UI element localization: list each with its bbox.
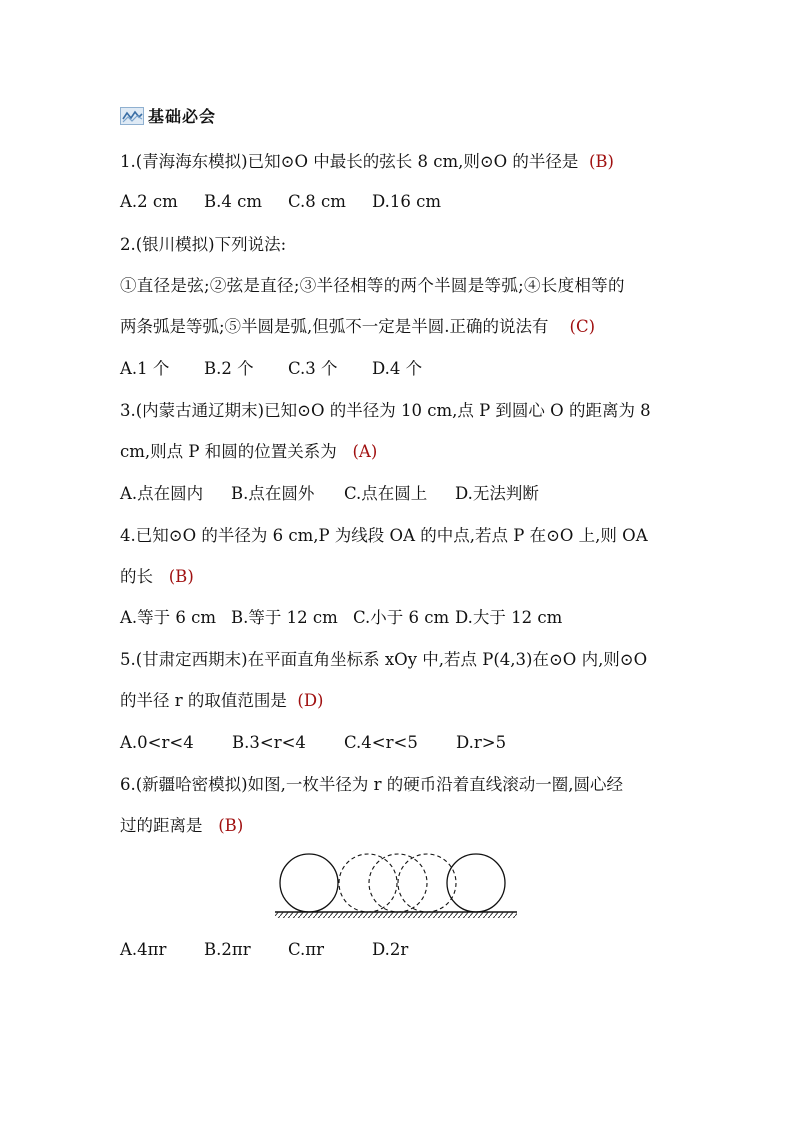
q2-options [120, 359, 422, 379]
q4-answer: (B) [168, 567, 194, 586]
q3-options [120, 484, 539, 504]
q6-stem-line2 [120, 816, 243, 836]
section-badge-icon [120, 107, 144, 125]
q2-option-b: B.2 个 [204, 359, 254, 378]
q3-stem: 3.(内蒙古通辽期末)已知⊙O 的半径为 10 cm,点 P 到圆心 O 的距离为 8 [120, 401, 651, 420]
q5-options [120, 733, 506, 753]
q2-option-a: A.1 个 [120, 359, 170, 378]
q4-option-a: A.等于 6 cm [120, 608, 217, 627]
q2-statements-2: 两条弧是等弧;⑤半圆是弧,但弧不一定是半圆.正确的说法有 [120, 317, 549, 336]
q2-statements-line [120, 317, 595, 337]
q3-option-b: B.点在圆外 [231, 484, 315, 503]
q4-stem-line2 [120, 567, 194, 587]
q1-stem: 1.(青海海东模拟)已知⊙O 中最长的弦长 8 cm,则⊙O 的半径是 [120, 152, 579, 171]
q5-option-b: B.3<r<4 [232, 733, 306, 752]
q6-answer: (B) [218, 816, 244, 835]
rolling-coin-figure [270, 850, 520, 922]
q1-stem-line [120, 152, 614, 172]
q5-stem: 5.(甘肃定西期末)在平面直角坐标系 xOy 中,若点 P(4,3)在⊙O 内,则⊙O [120, 650, 648, 669]
coin-start-circle [280, 854, 338, 912]
q5-stem-cont: 的半径 r 的取值范围是 [120, 691, 287, 710]
q2-option-d: D.4 个 [372, 359, 423, 378]
q4-option-d: D.大于 12 cm [455, 608, 563, 627]
q5-option-d: D.r>5 [456, 733, 507, 752]
q1-option-c: C.8 cm [288, 192, 346, 211]
q3-answer: (A) [352, 442, 378, 461]
q6-stem: 6.(新疆哈密模拟)如图,一枚半径为 r 的硬币沿着直线滚动一圈,圆心经 [120, 775, 623, 794]
q2-stem: 2.(银川模拟)下列说法: [120, 235, 287, 254]
q6-option-a: A.4πr [120, 940, 167, 959]
q2-answer: (C) [569, 317, 596, 336]
q3-option-d: D.无法判断 [455, 484, 539, 503]
q4-stem-cont: 的长 [120, 567, 153, 586]
q6-options [120, 940, 408, 960]
q1-option-a: A.2 cm [120, 192, 178, 211]
q4-option-c: C.小于 6 cm [353, 608, 450, 627]
q3-stem-line2 [120, 442, 377, 462]
q4-stem: 4.已知⊙O 的半径为 6 cm,P 为线段 OA 的中点,若点 P 在⊙O 上,则 OA [120, 526, 648, 545]
q5-answer: (D) [297, 691, 324, 710]
q4-options [120, 608, 562, 628]
q1-options [120, 192, 441, 212]
ground-hatch [275, 912, 517, 918]
q2-statements-1: ①直径是弦;②弦是直径;③半径相等的两个半圆是等弧;④长度相等的 [120, 276, 625, 295]
q1-option-b: B.4 cm [204, 192, 262, 211]
q6-option-b: B.2πr [204, 940, 251, 959]
q5-option-c: C.4<r<5 [344, 733, 418, 752]
coin-rolling-circle-1 [339, 854, 397, 912]
q2-option-c: C.3 个 [288, 359, 338, 378]
section-header [120, 104, 216, 127]
q3-stem-cont: cm,则点 P 和圆的位置关系为 [120, 442, 337, 461]
q1-option-d: D.16 cm [372, 192, 442, 211]
q6-stem-cont: 过的距离是 [120, 816, 203, 835]
q6-option-c: C.πr [288, 940, 325, 959]
q1-answer: (B) [588, 152, 614, 171]
coin-rolling-circle-2 [369, 854, 427, 912]
q6-option-d: D.2r [372, 940, 409, 959]
q3-option-c: C.点在圆上 [344, 484, 428, 503]
section-title: 基础必会 [148, 107, 217, 126]
q4-option-b: B.等于 12 cm [231, 608, 338, 627]
q3-option-a: A.点在圆内 [120, 484, 204, 503]
q5-stem-line2 [120, 691, 324, 711]
q5-option-a: A.0<r<4 [120, 733, 194, 752]
